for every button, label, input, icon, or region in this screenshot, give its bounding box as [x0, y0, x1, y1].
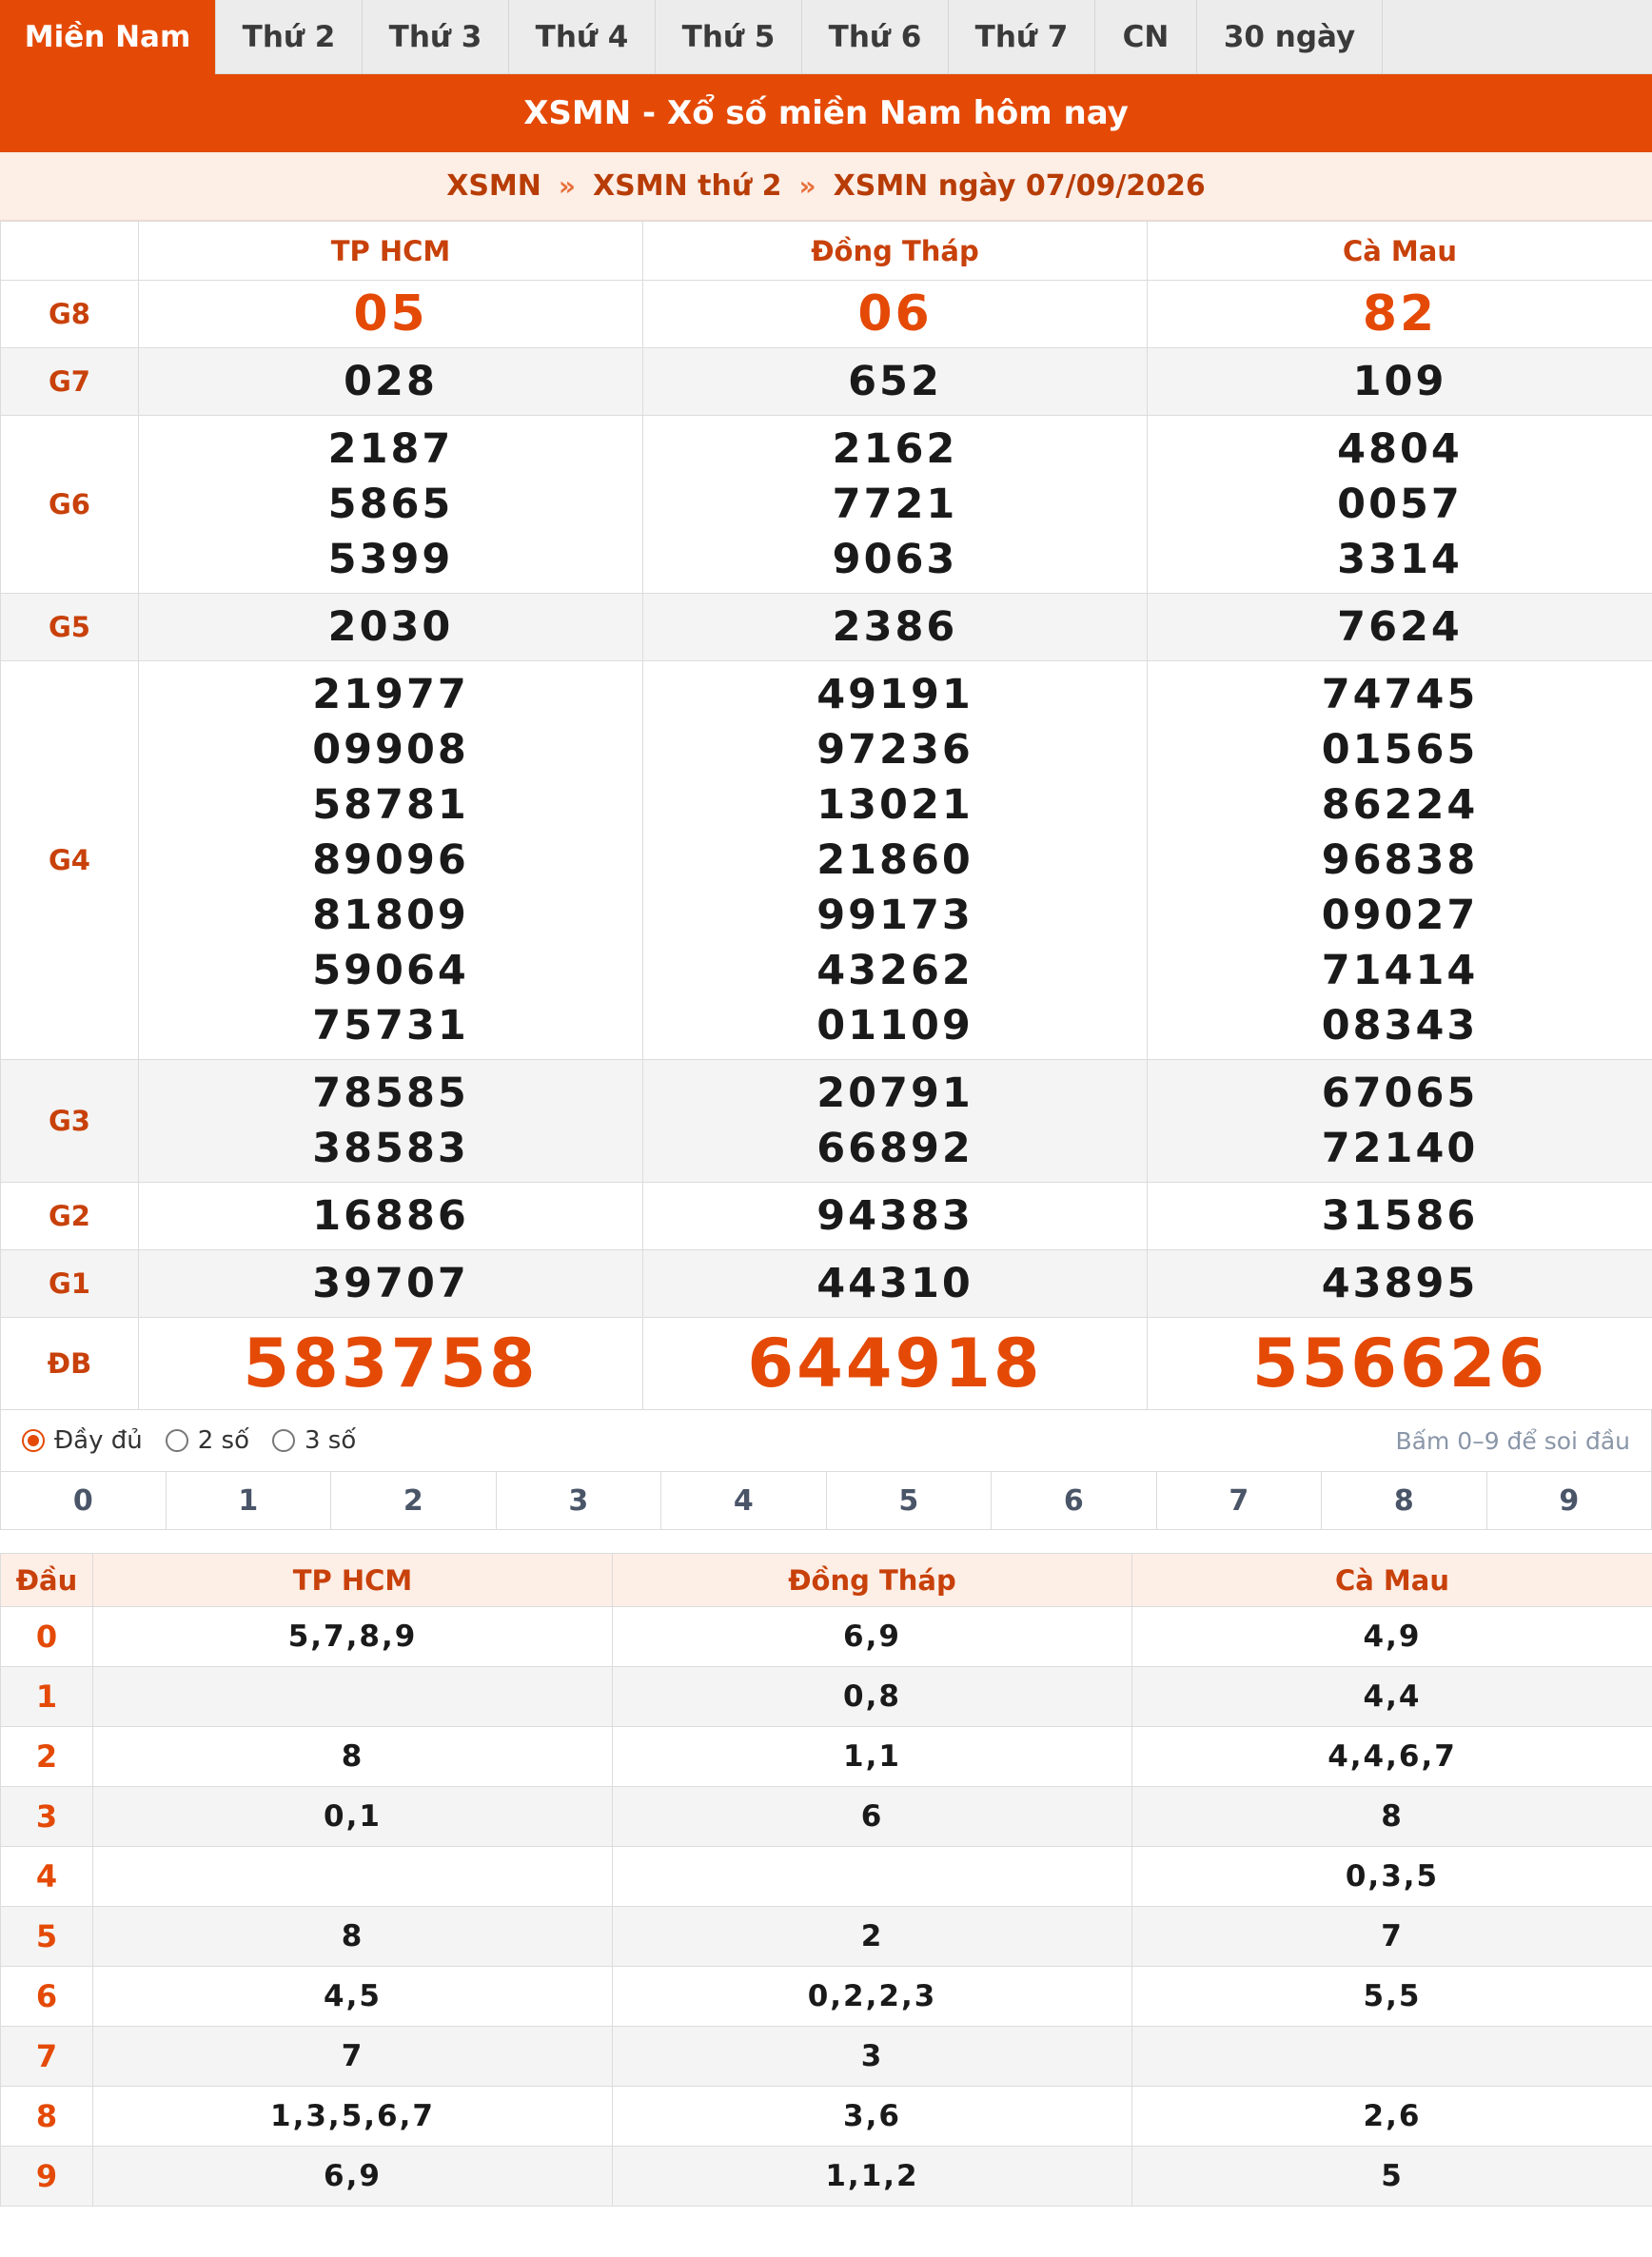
- result-number: 028: [344, 358, 438, 405]
- result-number: 39707: [312, 1260, 469, 1307]
- result-number: 9063: [832, 536, 958, 583]
- result-cell: [643, 1318, 1148, 1410]
- prize-row-g2: [1, 1183, 1652, 1250]
- result-number: 01565: [1321, 726, 1479, 774]
- head-digit-label: 2: [1, 1727, 93, 1787]
- result-cell: [1148, 661, 1652, 1060]
- result-number: 89096: [312, 836, 469, 884]
- result-number: 31586: [1321, 1192, 1479, 1240]
- tab-thu-4[interactable]: Thứ 4: [509, 0, 656, 74]
- option-3-digits[interactable]: [272, 1426, 356, 1455]
- prize-label: G8: [1, 281, 139, 348]
- province-header: Cà Mau: [1132, 1554, 1652, 1607]
- tab-mien-nam[interactable]: Miền Nam: [0, 0, 216, 74]
- result-number: 99173: [816, 892, 974, 939]
- head-digit-label: 8: [1, 2087, 93, 2147]
- prize-column-header: [1, 222, 139, 281]
- result-cell: [643, 348, 1148, 416]
- head-digit-row: [1, 2087, 1652, 2147]
- prize-row-g5: [1, 594, 1652, 661]
- prize-label: G5: [1, 594, 139, 661]
- result-cell: [139, 1183, 643, 1250]
- result-number: 08343: [1321, 1002, 1479, 1050]
- result-number: 81809: [312, 892, 469, 939]
- breadcrumb: [0, 152, 1652, 221]
- province-header: Cà Mau: [1148, 222, 1652, 281]
- tail-digits-cell: 5: [1132, 2147, 1652, 2207]
- result-number: 4804: [1337, 425, 1463, 473]
- result-number: 09908: [312, 726, 469, 774]
- digit-button-5[interactable]: 5: [827, 1472, 993, 1529]
- result-cell: [1148, 348, 1652, 416]
- tail-digits-cell: 6: [613, 1787, 1132, 1847]
- tab-cn[interactable]: CN: [1095, 0, 1197, 74]
- result-cell: [643, 1250, 1148, 1318]
- region-tabs: [0, 0, 1652, 74]
- result-number: 652: [848, 358, 942, 405]
- digit-button-3[interactable]: 3: [497, 1472, 662, 1529]
- prize-label: G6: [1, 416, 139, 594]
- breadcrumb-xsmn-date[interactable]: XSMN ngày 07/09/2026: [833, 169, 1206, 203]
- tail-digits-cell: 1,1,2: [613, 2147, 1132, 2207]
- result-number: 97236: [816, 726, 974, 774]
- result-number: 644918: [747, 1325, 1043, 1403]
- tail-digits-cell: 2,6: [1132, 2087, 1652, 2147]
- province-header: TP HCM: [93, 1554, 613, 1607]
- head-digit-table: [0, 1553, 1652, 2207]
- prize-row-g4: [1, 661, 1652, 1060]
- digit-button-4[interactable]: 4: [661, 1472, 827, 1529]
- tail-digits-cell: 0,8: [613, 1667, 1132, 1727]
- result-number: 2187: [327, 425, 454, 473]
- result-number: 75731: [312, 1002, 469, 1050]
- result-number: 96838: [1321, 836, 1479, 884]
- result-cell: [1148, 1183, 1652, 1250]
- result-cell: [1148, 1318, 1652, 1410]
- head-digit-label: 4: [1, 1847, 93, 1907]
- result-cell: [139, 1250, 643, 1318]
- result-cell: [643, 661, 1148, 1060]
- tab-thu-3[interactable]: Thứ 3: [363, 0, 509, 74]
- result-number: 7624: [1337, 603, 1463, 651]
- prize-row-g1: [1, 1250, 1652, 1318]
- result-number: 66892: [816, 1125, 974, 1172]
- radio-3-digits-icon[interactable]: [272, 1429, 295, 1452]
- tail-digits-cell: 0,3,5: [1132, 1847, 1652, 1907]
- tail-digits-cell: 5,5: [1132, 1967, 1652, 2027]
- head-digit-label: 5: [1, 1907, 93, 1967]
- head-digit-row: [1, 2027, 1652, 2087]
- prize-row-g6: [1, 416, 1652, 594]
- head-digit-row: [1, 1967, 1652, 2027]
- head-digit-label: 6: [1, 1967, 93, 2027]
- prize-label: G4: [1, 661, 139, 1060]
- result-number: 109: [1352, 358, 1447, 405]
- result-cell: [1148, 594, 1652, 661]
- result-number: 49191: [816, 671, 974, 718]
- province-header: TP HCM: [139, 222, 643, 281]
- tail-digits-cell: 5,7,8,9: [93, 1607, 613, 1667]
- result-number: 01109: [816, 1002, 974, 1050]
- result-number: 74745: [1321, 671, 1479, 718]
- head-digit-header-row: [1, 1554, 1652, 1607]
- digit-button-7[interactable]: 7: [1157, 1472, 1323, 1529]
- result-number: 72140: [1321, 1125, 1479, 1172]
- head-digit-label: 7: [1, 2027, 93, 2087]
- prize-label: G7: [1, 348, 139, 416]
- head-digit-row: [1, 2147, 1652, 2207]
- result-cell: [643, 594, 1148, 661]
- result-cell: [643, 281, 1148, 348]
- tail-digits-cell: 1,1: [613, 1727, 1132, 1787]
- head-digit-label: 1: [1, 1667, 93, 1727]
- breadcrumb-xsmn[interactable]: XSMN: [446, 169, 541, 203]
- result-number: 0057: [1337, 481, 1463, 528]
- prize-label: ĐB: [1, 1318, 139, 1410]
- prize-row-đb: [1, 1318, 1652, 1410]
- tail-digits-cell: [93, 1667, 613, 1727]
- head-digit-row: [1, 1787, 1652, 1847]
- tab-thu-7[interactable]: Thứ 7: [949, 0, 1095, 74]
- option-2-digits-label: 2 số: [197, 1426, 249, 1455]
- prize-label: G2: [1, 1183, 139, 1250]
- result-number: 05: [353, 285, 428, 343]
- province-header: Đồng Tháp: [643, 222, 1148, 281]
- result-number: 82: [1362, 285, 1438, 343]
- digit-button-9[interactable]: 9: [1559, 1483, 1580, 1518]
- result-cell: [139, 281, 643, 348]
- result-number: 43895: [1321, 1260, 1479, 1307]
- display-options: [0, 1410, 1652, 1471]
- result-cell: [643, 1183, 1148, 1250]
- head-digit-label: 9: [1, 2147, 93, 2207]
- result-number: 78585: [312, 1070, 469, 1117]
- result-number: 06: [857, 285, 933, 343]
- result-number: 86224: [1321, 781, 1479, 829]
- option-3-digits-label: 3 số: [304, 1426, 357, 1455]
- result-number: 583758: [243, 1325, 539, 1403]
- tail-digits-cell: 4,4: [1132, 1667, 1652, 1727]
- tail-digits-cell: 0,1: [93, 1787, 613, 1847]
- breadcrumb-separator: »: [798, 170, 816, 202]
- result-number: 556626: [1251, 1325, 1548, 1403]
- result-cell: [1148, 416, 1652, 594]
- radio-full-icon[interactable]: [22, 1429, 45, 1452]
- head-digit-row: [1, 1607, 1652, 1667]
- result-number: 43262: [816, 947, 974, 994]
- tail-digits-cell: 0,2,2,3: [613, 1967, 1132, 2027]
- result-number: 94383: [816, 1192, 974, 1240]
- tail-digits-cell: 7: [1132, 1907, 1652, 1967]
- result-number: 44310: [816, 1260, 974, 1307]
- prize-label: G1: [1, 1250, 139, 1318]
- tail-digits-cell: 1,3,5,6,7: [93, 2087, 613, 2147]
- result-number: 59064: [312, 947, 469, 994]
- option-full[interactable]: [22, 1426, 143, 1455]
- digit-filter-row: [0, 1471, 1652, 1530]
- tab-thu-6[interactable]: Thứ 6: [802, 0, 949, 74]
- result-cell: [139, 348, 643, 416]
- digit-button-2[interactable]: 2: [331, 1472, 497, 1529]
- result-cell: [1148, 281, 1652, 348]
- tail-digits-cell: [613, 1847, 1132, 1907]
- result-number: 3314: [1337, 536, 1463, 583]
- digit-hint: Bấm 0–9 để soi đầu: [1395, 1426, 1630, 1455]
- head-column-header: Đầu: [1, 1554, 93, 1607]
- result-number: 5865: [327, 481, 454, 528]
- head-digit-row: [1, 1727, 1652, 1787]
- result-cell: [643, 1060, 1148, 1183]
- prize-label: G3: [1, 1060, 139, 1183]
- result-number: 2162: [832, 425, 958, 473]
- result-cell: [139, 594, 643, 661]
- tail-digits-cell: 2: [613, 1907, 1132, 1967]
- tail-digits-cell: 7: [93, 2027, 613, 2087]
- radio-2-digits-icon[interactable]: [166, 1429, 188, 1452]
- result-cell: [139, 1060, 643, 1183]
- digit-button-8[interactable]: 8: [1322, 1472, 1487, 1529]
- result-cell: [1148, 1060, 1652, 1183]
- result-cell: [139, 416, 643, 594]
- result-number: 21977: [312, 671, 469, 718]
- tail-digits-cell: 8: [93, 1907, 613, 1967]
- breadcrumb-separator: »: [558, 170, 576, 202]
- result-number: 21860: [816, 836, 974, 884]
- breadcrumb-xsmn-thu-2[interactable]: XSMN thứ 2: [592, 169, 782, 203]
- result-number: 2030: [327, 603, 454, 651]
- tail-digits-cell: 6,9: [93, 2147, 613, 2207]
- page-title: XSMN - Xổ số miền Nam hôm nay: [0, 74, 1652, 152]
- result-number: 38583: [312, 1125, 469, 1172]
- result-cell: [139, 661, 643, 1060]
- prize-row-g3: [1, 1060, 1652, 1183]
- result-number: 2386: [832, 603, 958, 651]
- tail-digits-cell: 8: [1132, 1787, 1652, 1847]
- option-full-label: Đầy đủ: [54, 1426, 143, 1455]
- tail-digits-cell: 4,5: [93, 1967, 613, 2027]
- option-2-digits[interactable]: [166, 1426, 249, 1455]
- tail-digits-cell: 4,9: [1132, 1607, 1652, 1667]
- tab-thu-5[interactable]: Thứ 5: [656, 0, 802, 74]
- tail-digits-cell: 3: [613, 2027, 1132, 2087]
- result-number: 58781: [312, 781, 469, 829]
- result-number: 13021: [816, 781, 974, 829]
- results-table: [0, 221, 1652, 1410]
- result-number: 5399: [327, 536, 454, 583]
- head-digit-label: 3: [1, 1787, 93, 1847]
- tail-digits-cell: 8: [93, 1727, 613, 1787]
- result-number: 7721: [832, 481, 958, 528]
- tail-digits-cell: 6,9: [613, 1607, 1132, 1667]
- result-number: 67065: [1321, 1070, 1479, 1117]
- tail-digits-cell: 4,4,6,7: [1132, 1727, 1652, 1787]
- result-number: 20791: [816, 1070, 974, 1117]
- head-digit-row: [1, 1847, 1652, 1907]
- head-digit-row: [1, 1907, 1652, 1967]
- head-digit-label: 0: [1, 1607, 93, 1667]
- head-digit-row: [1, 1667, 1652, 1727]
- result-number: 71414: [1321, 947, 1479, 994]
- digit-button-1[interactable]: 1: [167, 1472, 332, 1529]
- tab-30-ngay[interactable]: 30 ngày: [1197, 0, 1383, 74]
- result-cell: [1148, 1250, 1652, 1318]
- result-cell: [643, 416, 1148, 594]
- digit-button-0[interactable]: 0: [1, 1472, 167, 1529]
- digit-button-6[interactable]: 6: [992, 1472, 1157, 1529]
- prize-row-g7: [1, 348, 1652, 416]
- tail-digits-cell: 3,6: [613, 2087, 1132, 2147]
- tail-digits-cell: [1132, 2027, 1652, 2087]
- result-number: 16886: [312, 1192, 469, 1240]
- prize-row-g8: [1, 281, 1652, 348]
- results-header-row: [1, 222, 1652, 281]
- tail-digits-cell: [93, 1847, 613, 1907]
- tab-thu-2[interactable]: Thứ 2: [216, 0, 363, 74]
- province-header: Đồng Tháp: [613, 1554, 1132, 1607]
- result-cell: [139, 1318, 643, 1410]
- result-number: 09027: [1321, 892, 1479, 939]
